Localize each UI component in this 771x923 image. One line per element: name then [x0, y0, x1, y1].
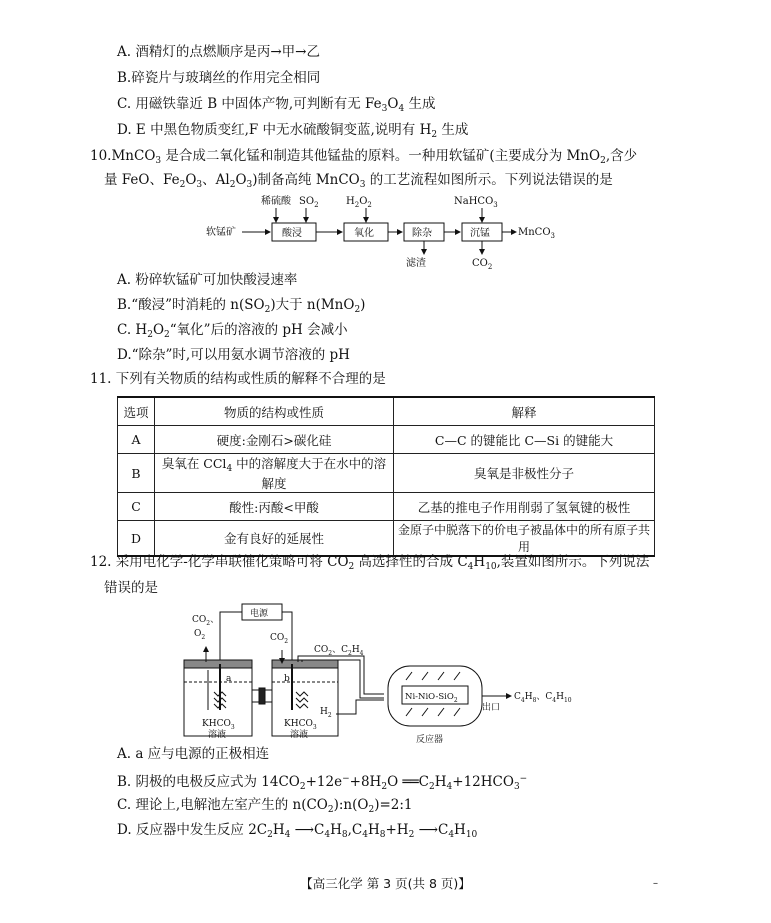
- table-row: D 金有良好的延展性 金原子中脱落下的价电子被晶体中的所有原子共用: [118, 521, 655, 557]
- q11-stem: 11. 下列有关物质的结构或性质的解释不合理的是: [90, 371, 386, 387]
- h2-inlet-label: $H_2$: [320, 707, 332, 719]
- q12-stem-line2: 错误的是: [104, 580, 158, 596]
- page-footer: 【高三化学 第 3 页(共 8 页)】: [300, 876, 471, 891]
- q11-table: [117, 396, 655, 557]
- table-row: A 硬度:金刚石>碳化硅 C—C 的键能比 C—Si 的键能大: [118, 426, 655, 454]
- q9-option-b: B.碎瓷片与玻璃丝的作用完全相同: [117, 70, 321, 86]
- q10-process-flow-diagram: [200, 190, 570, 270]
- q9-option-a: A. 酒精灯的点燃顺序是丙→甲→乙: [117, 44, 320, 60]
- svg-text:酸浸: 酸浸: [282, 228, 302, 239]
- electrode-a: a: [226, 674, 232, 684]
- q10-stem-line1: 10.MnCO$_3$ 是合成二氧化锰和制造其他锰盐的原料。一种用软锰矿(主要成分为 MnO$_2$,含少: [90, 148, 638, 166]
- table-row: B 臭氧在 CCl$_4$ 中的溶解度大于在水中的溶解度 臭氧是非极性分子: [118, 454, 655, 493]
- flow-output-residue: 滤渣: [406, 258, 426, 269]
- q10-stem-line2: 量 FeO、$Fe_2O_3$、$Al_2O_3$)制备高纯 MnCO$_3$ 的工艺流程如图所示。下列说法错误的是: [104, 172, 613, 190]
- q12-apparatus-diagram: [180, 600, 600, 750]
- q12-option-a: A. a 应与电源的正极相连: [117, 746, 270, 762]
- q12-option-d: D. 反应器中发生反应 $2C_2H_4$ $⟶C_4H_8,C_4H_8+H_2$ $⟶C_4H_{10}$: [117, 822, 478, 840]
- mixed-gas-label: $CO_2$、$C_2H_4$: [314, 645, 364, 657]
- q10-option-c: C. $H_2O_2“$氧化”后的溶液的 pH 会减小: [117, 322, 348, 340]
- table-header-row: 选项 物质的结构或性质 解释: [118, 397, 655, 426]
- left-solution-label: $KHCO_3$: [202, 719, 235, 731]
- left-gas-label: $CO_2$、: [192, 615, 220, 627]
- left-catalyst-icon: [214, 692, 226, 708]
- electrode-b: b: [284, 674, 290, 684]
- svg-text:沉锰: 沉锰: [470, 228, 490, 239]
- right-gas-label: $CO_2$: [270, 633, 289, 645]
- right-solution-label: $KHCO_3$: [284, 719, 317, 731]
- svg-text:溶液: 溶液: [290, 730, 309, 740]
- flow-product-mnco3: MnCO$_3$: [518, 227, 555, 240]
- flow-reagent-nahco3: NaHCO$_3$: [454, 196, 498, 209]
- product-label: $C_4H_8$、$C_4H_{10}$: [514, 692, 572, 704]
- q12-stem-line1: 12. 采用电化学-化学串联催化策略可将 $CO_2$ 高选择性的合成 $C_4H_{10}$,装置如图所示。下列说法: [90, 554, 650, 572]
- reactor-label: 反应器: [416, 735, 444, 745]
- q10-option-d: D.“除杂”时,可以用氨水调节溶液的 pH: [117, 347, 350, 363]
- corner-mark: –: [653, 878, 658, 889]
- flow-reagent-so2: $SO_2$: [299, 196, 319, 209]
- flow-input-ore: 软锰矿: [206, 227, 236, 238]
- outlet-label: 出口: [482, 703, 501, 713]
- q9-option-d: D. E 中黑色物质变红,F 中无水硫酸铜变蓝,说明有 $H_2$ 生成: [117, 122, 469, 140]
- svg-text:溶液: 溶液: [208, 730, 227, 740]
- q9-option-c: C. 用磁铁靠近 B 中固体产物,可判断有无 $Fe_3O_4$ 生成: [117, 96, 436, 114]
- svg-text:电源: 电源: [250, 609, 269, 619]
- q10-option-b: B.“酸浸”时消耗的 $n(SO_2)$大于 n(MnO$_2$): [117, 297, 366, 315]
- flow-reagent-h2o2: $H_2O_2$: [346, 196, 372, 209]
- table-row: C 酸性:丙酸<甲酸 乙基的推电子作用削弱了氢氧键的极性: [118, 493, 655, 521]
- catalyst-label: Ni-NiO-SiO$_2$: [405, 692, 458, 704]
- membrane: [259, 688, 265, 704]
- right-catalyst-icon: [296, 692, 308, 708]
- svg-text:除杂: 除杂: [412, 228, 432, 239]
- svg-text:氧化: 氧化: [354, 228, 374, 239]
- q12-option-c: C. 理论上,电解池左室产生的 $n(CO_2):n(O_2)=2:1$: [117, 797, 413, 815]
- svg-text:O2: $O_2$: [194, 629, 206, 641]
- q10-option-a: A. 粉碎软锰矿可加快酸浸速率: [117, 272, 298, 288]
- flow-reagent-h2so4: 稀硫酸: [261, 196, 291, 207]
- q12-option-b: B. 阴极的电极反应式为 $14CO_2+12e^-+8H_2O$ $══C_2H_4+12HCO_3^-$: [117, 774, 528, 792]
- flow-output-co2: $CO_2$: [472, 258, 493, 270]
